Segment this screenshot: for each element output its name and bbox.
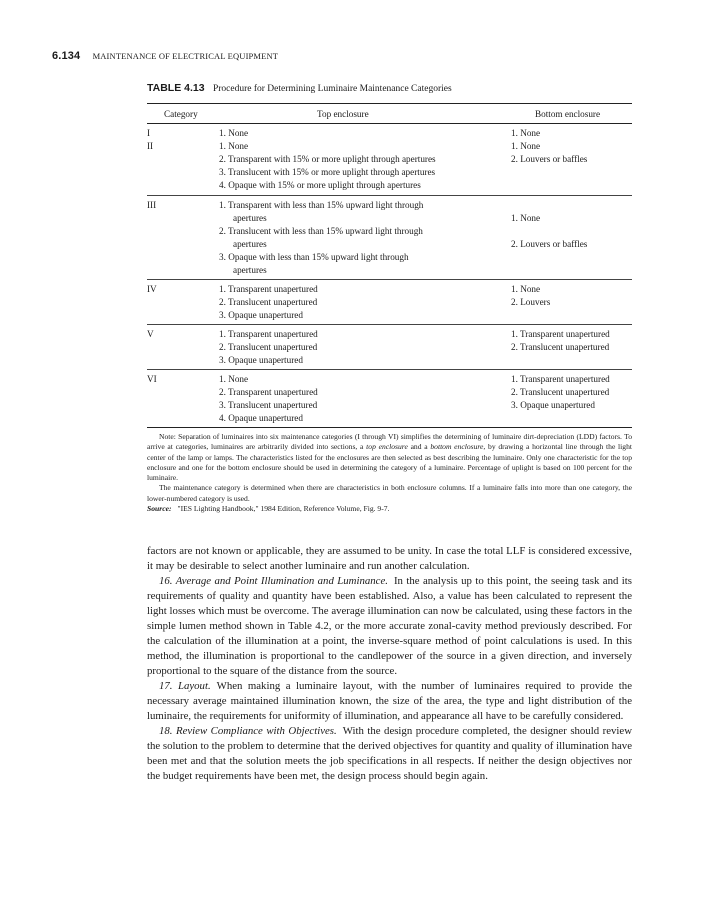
table-group-iii — [147, 196, 632, 280]
top-enclosure-cell: 3. Translucent unapertured — [219, 400, 318, 410]
top-enclosure-cell: 3. Opaque with less than 15% upward light through — [219, 252, 409, 262]
top-enclosure-cell: 3. Opaque unapertured — [219, 355, 303, 365]
body-paragraph: factors are not known or applicable, they are assumed to be unity. In case the total LLF is considered excessive, it may be desirable to select another luminaire and run another calculation. — [147, 545, 632, 572]
bottom-enclosure-cell: 2. Louvers or baffles — [511, 239, 588, 249]
body-paragraph: 18. Review Compliance with Objectives. With the design procedure completed, the designer should review the solution to the problem to determine that the derived objectives for quantity and quality of illumination have been met and that the solution meets the job specifications in all respects. If neither the design objectives nor the budget requirements have been met, the design process should begin again. — [147, 725, 632, 782]
running-title: MAINTENANCE OF ELECTRICAL EQUIPMENT — [92, 51, 279, 61]
top-enclosure-cell: 2. Transparent unapertured — [219, 387, 318, 397]
note-label: Note: — [159, 432, 176, 441]
section-heading: 18. Review Compliance with Objectives. — [159, 725, 337, 737]
top-enclosure-cell: 3. Opaque unapertured — [219, 310, 303, 320]
top-enclosure-cell: 2. Translucent unapertured — [219, 342, 318, 352]
table-title: Procedure for Determining Luminaire Maintenance Categories — [212, 84, 452, 94]
bottom-enclosure-cell: 2. Louvers — [511, 297, 551, 307]
running-header — [52, 50, 278, 66]
bottom-enclosure-cell: 1. None — [511, 141, 541, 151]
body-text — [147, 544, 632, 784]
top-enclosure-cell: apertures — [233, 239, 267, 249]
table-label: TABLE 4.13 — [147, 82, 205, 94]
note-source: Source: "IES Lighting Handbook," 1984 Edition, Reference Volume, Fig. 9-7. — [147, 504, 390, 514]
note-paragraph-2: The maintenance category is determined when there are characteristics in both enclosure columns. If a luminaire falls into more than one category, the lower-numbered category is used. — [147, 483, 632, 503]
table-note — [147, 432, 632, 514]
top-enclosure-cell: 2. Translucent unapertured — [219, 297, 318, 307]
table-group-v — [147, 325, 632, 370]
bottom-enclosure-cell: 1. None — [511, 128, 541, 138]
top-enclosure-cell: 1. None — [219, 374, 249, 384]
maintenance-category-table — [147, 103, 632, 428]
col-header-category: Category — [164, 109, 198, 119]
top-enclosure-cell: 2. Translucent with less than 15% upward light through — [219, 226, 423, 236]
top-enclosure-cell: 4. Opaque with 15% or more uplight through apertures — [219, 180, 421, 190]
category-cell: VI — [147, 374, 157, 384]
category-cell: IV — [147, 284, 157, 294]
bottom-enclosure-cell: 2. Louvers or baffles — [511, 154, 588, 164]
bottom-enclosure-cell: 2. Translucent unapertured — [511, 387, 610, 397]
category-cell: III — [147, 200, 157, 210]
bottom-enclosure-cell: 2. Translucent unapertured — [511, 342, 610, 352]
category-cell: II — [147, 141, 154, 151]
col-header-top-enclosure: Top enclosure — [317, 109, 369, 119]
top-enclosure-cell: 3. Translucent with 15% or more uplight through apertures — [219, 167, 436, 177]
top-enclosure-cell: 1. None — [219, 141, 249, 151]
top-enclosure-cell: 1. None — [219, 128, 249, 138]
table-group-vi — [147, 370, 632, 428]
bottom-enclosure-cell: 1. Transparent unapertured — [511, 329, 610, 339]
table-caption — [147, 82, 452, 94]
bottom-enclosure-cell: 3. Opaque unapertured — [511, 400, 595, 410]
table-group-iv — [147, 280, 632, 325]
body-paragraph: 16. Average and Point Illumination and Luminance. In the analysis up to this point, the seeing task and its requirements of quality and quantity have been established. Also, a value has been calculated to represent the light losses which must be overcome. The average illumination can now be calculated, using these factors in the simple lumen method shown in Table 4.2, or the more accurate zonal-cavity method previously described. For the calculation of the illumination at a point, the inverse-square method of point calculations is used. In this method, the illumination is proportional to the candlepower of the source in a given direction, and inversely proportional to the square of the distance from the source. — [147, 575, 633, 677]
col-header-bottom-enclosure: Bottom enclosure — [535, 109, 601, 119]
top-enclosure-cell: 4. Opaque unapertured — [219, 413, 303, 423]
table-header-row — [147, 104, 632, 124]
section-heading: 17. Layout. — [159, 680, 211, 692]
table-group-i-ii — [147, 124, 632, 196]
bottom-enclosure-cell: 1. None — [511, 284, 541, 294]
bottom-enclosure-cell: 1. Transparent unapertured — [511, 374, 610, 384]
page-number: 6.134 — [52, 50, 81, 62]
top-enclosure-cell: 1. Transparent with less than 15% upward light through — [219, 200, 424, 210]
bottom-enclosure-cell: 1. None — [511, 213, 541, 223]
category-cell: I — [147, 128, 151, 138]
top-enclosure-cell: 1. Transparent unapertured — [219, 284, 318, 294]
top-enclosure-cell: apertures — [233, 213, 267, 223]
section-heading: 16. Average and Point Illumination and Luminance. — [159, 575, 388, 587]
category-cell: V — [147, 329, 154, 339]
top-enclosure-cell: apertures — [233, 265, 267, 275]
note-paragraph: Note: Separation of luminaires into six maintenance categories (I through VI) simplifies the determining of luminaire dirt-depreciation (LDD) factors. To arrive at categories, luminaires are arbitrarily divided into sections, a top enclosure and a bottom enclosure, by drawing a horizontal line through the light center of the lamp or lamps. The characteristics listed for the enclosures are then selected as best describing the luminaire. Only one characteristic for the top enclosure and one for the bottom enclosure should be used in determining the category of a luminaire. Percentage of uplight is based on 100 percent for the luminaire. — [147, 432, 633, 483]
body-paragraph: 17. Layout. When making a luminaire layout, with the number of luminaires required to provide the necessary average maintained illumination known, the size of the area, the type and light distribution of the luminaire, the requirements for uniformity of illumination, and appearance all have to be carefully considered. — [147, 680, 632, 722]
top-enclosure-cell: 1. Transparent unapertured — [219, 329, 318, 339]
top-enclosure-cell: 2. Transparent with 15% or more uplight through apertures — [219, 154, 436, 164]
